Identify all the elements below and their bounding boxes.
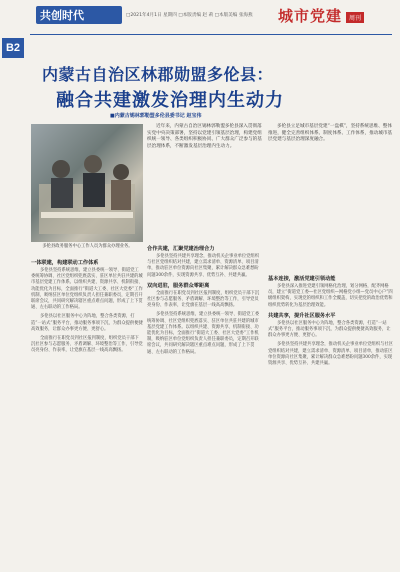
section-heading: 双向进驻，服务群众零距离: [147, 282, 210, 289]
section-heading: 一体联建，构建联动工作体系: [31, 260, 99, 266]
section-badge: 周刊: [346, 12, 364, 23]
section-heading: 合作共建，汇聚党建治理合力: [147, 246, 215, 252]
middle-column: [147, 242, 262, 356]
article-lead: 近年来，内蒙古自治区锡林郭勒盟多伦县深入贯彻落实党中央决策部署，坚持以党建引领基层治理，构建党组织统一领导、各类组织积极协同、广大群众广泛参与的基层治理体系，不断激发基层治理内生动力。: [147, 124, 262, 149]
column-title: 城市党建: [278, 7, 343, 25]
left-column: [31, 256, 143, 355]
page-number-badge: B2: [2, 38, 24, 58]
article-photo: [31, 124, 143, 242]
right-column: [268, 272, 394, 367]
section-heading: 基本连接，激活党建引领动能: [268, 276, 336, 282]
section-body: 多伦县坚持共建共享理念，推动机关企事业单位党组织与社区党组织结对共建，建立需求清单、资源清单、项目清单，推动驻区单位资源向社区集聚，累计解决群众急难愁盼问题300余件，实现资源共享、优势互补、共建共赢。: [147, 254, 260, 278]
section-body: 多伦县坚持系统思维，建立县委统一领导、街道党工委统筹协调、社区党组织兜底落实、驻区单位共驻共建的城市基层党建工作体系。以组织共建、资源共享、机制衔接、功能优化为目标，全面推行“街道大工委、社区大党委”工作机制，吸纳驻区单位党组织负责人担任兼职委员，定期召开联席会议，共同研究解决辖区重点难点问题，形成了上下贯通、左右联动的工作格局。: [31, 268, 143, 311]
section-body: 多伦县深入推进党建引领网格化治理，划分网格，配齐网格员，建立“街道党工委—社区党组织—网格党小组—党员中心户”四级组织架构，实现党的组织和工作全覆盖，切实把党的政治优势和组织优势转化为基层治理效能。: [268, 284, 393, 308]
section-heading: 共建共享，提升社区服务水平: [268, 312, 336, 319]
article-byline: ■内蒙古锡林郭勒盟多伦县委书记 赵宝伟: [110, 113, 202, 119]
article-title-line2: 融合共建激发治理内生动力: [56, 90, 284, 111]
section-body: 多伦县以社区服务中心为阵地，整合各类资源，打造“一站式”服务平台，推动服务事项下沉，为群众提供便捷高效服务，让群众办事更方便、更舒心。: [268, 320, 391, 339]
article-title-line1: 内蒙古自治区林郡勋盟多伦县：: [42, 65, 274, 84]
side-intro: 多伦县立足城市基层党建“一盘棋”，坚持系统思维、整体推进，健全完善组织体系、制度体系、工作体系，推动城市基层党建与基层治理深度融合。: [268, 124, 393, 143]
brand-logo-text: 共创时代: [40, 9, 84, 22]
photo-caption: 多伦县政务服务中心工作人员为群众办理业务。: [42, 244, 133, 249]
section-body: 多伦县以社区服务中心为阵地，整合各类资源，打造“一站式”服务平台，推动服务事项下沉，为群众提供便捷高效服务，让群众办事更方便、更舒心。: [31, 314, 143, 332]
section-body: 多伦县坚持系统思维，建立县委统一领导、街道党工委统筹协调、社区党组织兜底落实、驻区单位共驻共建的城市基层党建工作体系。以组织共建、资源共享、机制衔接、功能优化为目标，全面推行“街道大工委、社区大党委”工作机制，吸纳驻区单位党组织负责人担任兼职委员，定期召开联席会议，共同研究解决辖区重点难点问题，形成了上下贯通、左右联动的工作格局。: [147, 312, 260, 355]
section-body: 全面推行在职党员到社区报到制度，组织党员干部下沉社区参与志愿服务、矛盾调解、环境整治等工作，引导党员亮身份、作表率，让党旗在基层一线高高飘扬。: [31, 336, 143, 354]
header-divider: [30, 34, 392, 35]
photo-illustration: [31, 124, 143, 242]
section-body: 全面推行在职党员到社区报到制度，组织党员干部下沉社区参与志愿服务、矛盾调解、环境整治等工作，引导党员亮身份、作表率，让党旗在基层一线高高飘扬。: [147, 290, 260, 309]
section-body: 多伦县坚持共建共享理念，推动机关企事业单位党组织与社区党组织结对共建，建立需求清单、资源清单、项目清单，推动驻区单位资源向社区集聚，累计解决群众急难愁盼问题300余件，实现资源共享、优势互补、共建共赢。: [268, 342, 394, 367]
issue-meta: □2021年4月1日 星期四 □本版责编 赵 莉 □本版美编 张海燕: [126, 13, 253, 18]
